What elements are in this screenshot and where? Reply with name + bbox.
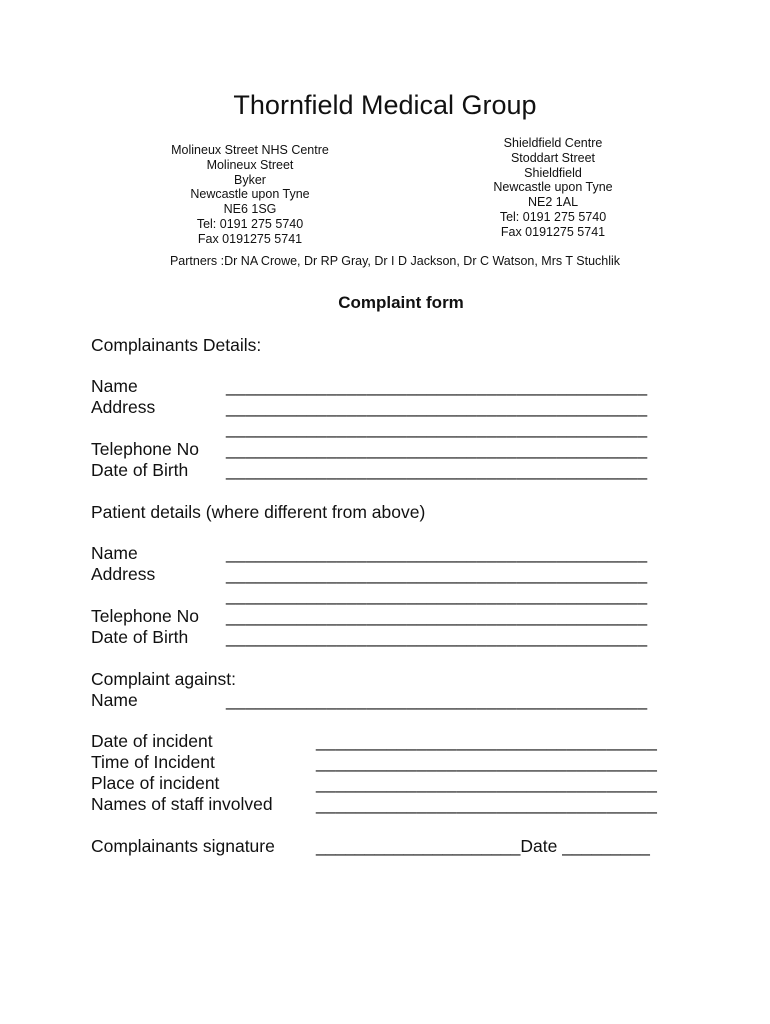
patient-name-field[interactable]: __________________________________________ — [226, 543, 648, 563]
complainant-telephone-label: Telephone No — [91, 439, 199, 459]
patient-dob-label: Date of Birth — [91, 627, 189, 647]
patient-address-label: Address — [91, 564, 156, 584]
right-address-line: Newcastle upon Tyne — [493, 180, 613, 195]
incident-staff-label: Names of staff involved — [91, 794, 273, 814]
left-address-line: Fax 0191275 5741 — [197, 231, 303, 246]
left-address-line: Tel: 0191 275 5740 — [196, 216, 304, 231]
left-address-line: Byker — [234, 172, 266, 187]
right-address-line: Shieldfield — [524, 165, 582, 180]
against-heading: Complaint against: — [91, 669, 236, 689]
right-address-line: Shieldfield Centre — [503, 136, 603, 150]
incident-place-label: Place of incident — [91, 773, 220, 793]
left-address-line: Newcastle upon Tyne — [190, 187, 310, 202]
complainant-dob-label: Date of Birth — [91, 460, 189, 480]
patient-dob-field[interactable]: __________________________________________ — [226, 627, 648, 647]
right-address-block — [453, 136, 653, 240]
complainant-name-label: Name — [91, 376, 138, 396]
patient-telephone-field[interactable]: __________________________________________ — [226, 606, 648, 626]
patient-address-field-2[interactable]: __________________________________________ — [226, 585, 648, 605]
right-address-line: Stoddart Street — [510, 150, 596, 165]
complainant-dob-field[interactable]: __________________________________________ — [226, 460, 648, 480]
right-address-line: NE2 1AL — [527, 195, 579, 210]
patient-telephone-label: Telephone No — [91, 606, 199, 626]
left-address-block — [150, 143, 350, 247]
form-title: Complaint form — [338, 293, 464, 312]
patient-name-label: Name — [91, 543, 138, 563]
patient-address-field[interactable]: __________________________________________ — [226, 564, 648, 584]
left-address-line: Molineux Street NHS Centre — [171, 143, 329, 157]
incident-time-field[interactable]: __________________________________ — [316, 752, 658, 772]
complainant-telephone-field[interactable]: __________________________________________ — [226, 439, 648, 459]
signature-date-label: Date — [520, 836, 558, 856]
against-name-field[interactable]: __________________________________________ — [226, 690, 648, 710]
partners-line: Partners :Dr NA Crowe, Dr RP Gray, Dr I D Jackson, Dr C Watson, Mrs T Stuchlik — [169, 254, 621, 268]
signature-row — [316, 836, 650, 857]
right-address-line: Tel: 0191 275 5740 — [499, 209, 607, 224]
signature-field[interactable]: _____________________ — [316, 836, 521, 856]
patient-heading: Patient details (where different from above) — [91, 502, 426, 522]
complainant-name-field[interactable]: __________________________________________ — [226, 376, 648, 396]
complainant-address-field-2[interactable]: __________________________________________ — [226, 418, 648, 438]
left-address-line: NE6 1SG — [223, 202, 277, 217]
incident-place-field[interactable]: __________________________________ — [316, 773, 658, 793]
incident-date-field[interactable]: __________________________________ — [316, 731, 658, 751]
left-address-line: Molineux Street — [206, 157, 294, 172]
against-name-label: Name — [91, 690, 138, 710]
complainant-address-field[interactable]: __________________________________________ — [226, 397, 648, 417]
signature-date-field[interactable]: _________ — [562, 836, 650, 856]
practice-title: Thornfield Medical Group — [233, 90, 537, 120]
incident-staff-field[interactable]: __________________________________ — [316, 794, 658, 814]
signature-label: Complainants signature — [91, 836, 275, 856]
complainant-address-label: Address — [91, 397, 156, 417]
complainant-heading: Complainants Details: — [91, 335, 262, 355]
right-address-line: Fax 0191275 5741 — [500, 224, 606, 239]
incident-time-label: Time of Incident — [91, 752, 215, 772]
incident-date-label: Date of incident — [91, 731, 213, 751]
